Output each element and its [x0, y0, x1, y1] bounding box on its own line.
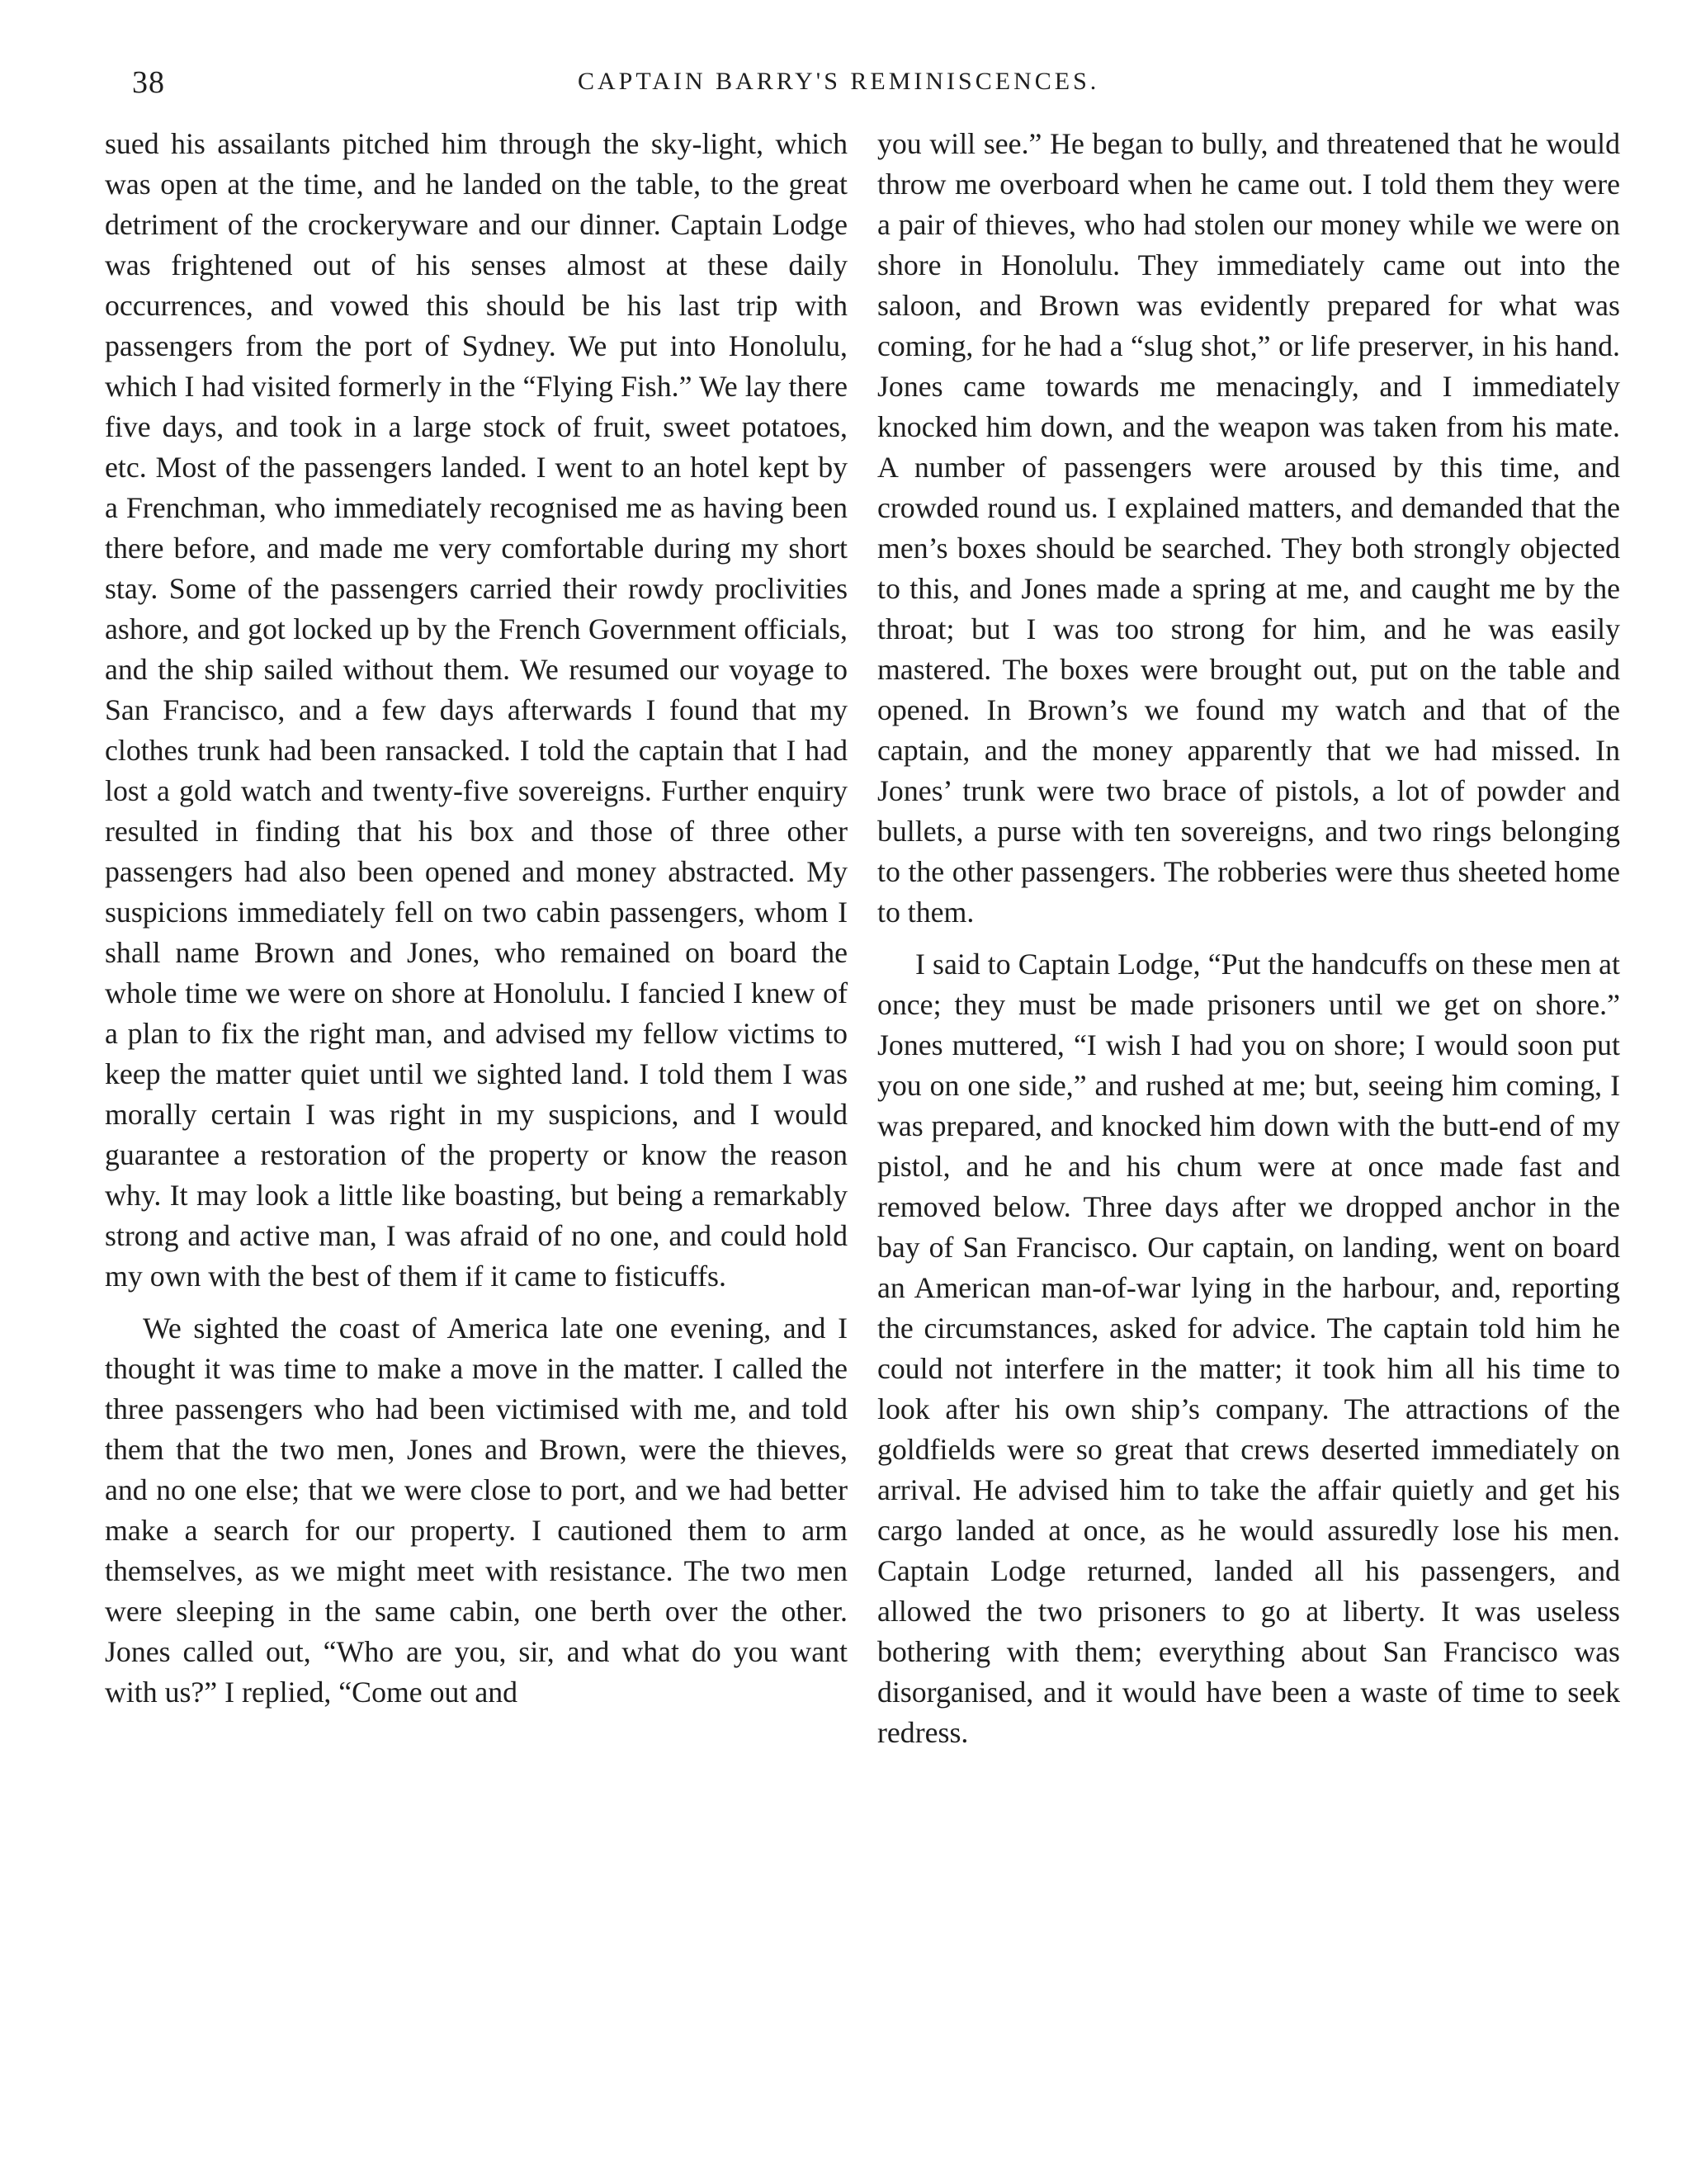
running-title: CAPTAIN BARRY'S REMINISCENCES.: [578, 68, 1100, 95]
paragraph: I said to Captain Lodge, “Put the handcuffs on these men at once; they must be made prisoners until we get on shore.” Jones muttered, “I wish I had you on shore; I would soon put you on one side,” and rushed at me; but, seeing him coming, I was prepared, and knocked him down with the butt-end of my pistol, and he and his chum were at once made fast and removed below. Three days after we dropped anchor in the bay of San Francisco. Our captain, on landing, went on board an American man-of-war lying in the harbour, and, reporting the circumstances, asked for advice. The captain told him he could not interfere in the matter; it took him all his time to look after his own ship’s company. The attractions of the goldfields were so great that crews deserted immediately on arrival. He advised him to take the affair quietly and get his cargo landed at once, as he would assuredly lose his men. Captain Lodge returned, landed all his passengers, and allowed the two prisoners to go at liberty. It was useless bothering with them; everything about San Francisco was disorganised, and it would have been a waste of time to seek redress.: [877, 948, 1620, 1749]
left-column: [105, 124, 848, 1713]
paragraph: sued his assailants pitched him through the sky-light, which was open at the time, and he landed on the table, to the great detriment of the crockeryware and our dinner. Captain Lodge was frightened out of his senses almost at these daily occurrences, and vowed this should be his last trip with passengers from the port of Sydney. We put into Honolulu, which I had visited formerly in the “Flying Fish.” We lay there five days, and took in a large stock of fruit, sweet potatoes, etc. Most of the passengers landed. I went to an hotel kept by a Frenchman, who immediately recognised me as having been there before, and made me very comfortable during my short stay. Some of the passengers carried their rowdy proclivities ashore, and got locked up by the French Government officials, and the ship sailed without them. We resumed our voyage to San Francisco, and a few days afterwards I found that my clothes trunk had been ransacked. I told the captain that I had lost a gold watch and twenty-five sovereigns. Further enquiry resulted in finding that his box and those of three other passengers had also been opened and money abstracted. My suspicions immediately fell on two cabin passengers, whom I shall name Brown and Jones, who remained on board the whole time we were on shore at Honolulu. I fancied I knew of a plan to fix the right man, and advised my fellow victims to keep the matter quiet until we sighted land. I told them I was morally certain I was right in my suspicions, and I would guarantee a restoration of the property or know the reason why. It may look a little like boasting, but being a remarkably strong and active man, I was afraid of no one, and could hold my own with the best of them if it came to fisticuffs.: [105, 127, 848, 1293]
page-number: 38: [132, 65, 165, 100]
paragraph: We sighted the coast of America late one evening, and I thought it was time to make a move in the matter. I called the three passengers who had been victimised with me, and told them that the two men, Jones and Brown, were the thieves, and no one else; that we were close to port, and we had better make a search for our property. I cautioned them to arm themselves, as we might meet with resistance. The two men were sleeping in the same cabin, one berth over the other. Jones called out, “Who are you, sir, and what do you want with us?” I replied, “Come out and: [105, 1312, 848, 1709]
paragraph: you will see.” He began to bully, and threatened that he would throw me overboard when he came out. I told them they were a pair of thieves, who had stolen our money while we were on shore in Honolulu. They immediately came out into the saloon, and Brown was evidently prepared for what was coming, for he had a “slug shot,” or life preserver, in his hand. Jones came towards me menacingly, and I immediately knocked him down, and the weapon was taken from his mate. A number of passengers were aroused by this time, and crowded round us. I explained matters, and demanded that the men’s boxes should be searched. They both strongly objected to this, and Jones made a spring at me, and caught me by the throat; but I was too strong for him, and he was easily mastered. The boxes were brought out, put on the table and opened. In Brown’s we found my watch and that of the captain, and the money apparently that we had missed. In Jones’ trunk were two brace of pistols, a lot of powder and bullets, a purse with ten sovereigns, and two rings belonging to the other passengers. The robberies were thus sheeted home to them.: [877, 127, 1620, 929]
right-column: [877, 124, 1620, 1753]
